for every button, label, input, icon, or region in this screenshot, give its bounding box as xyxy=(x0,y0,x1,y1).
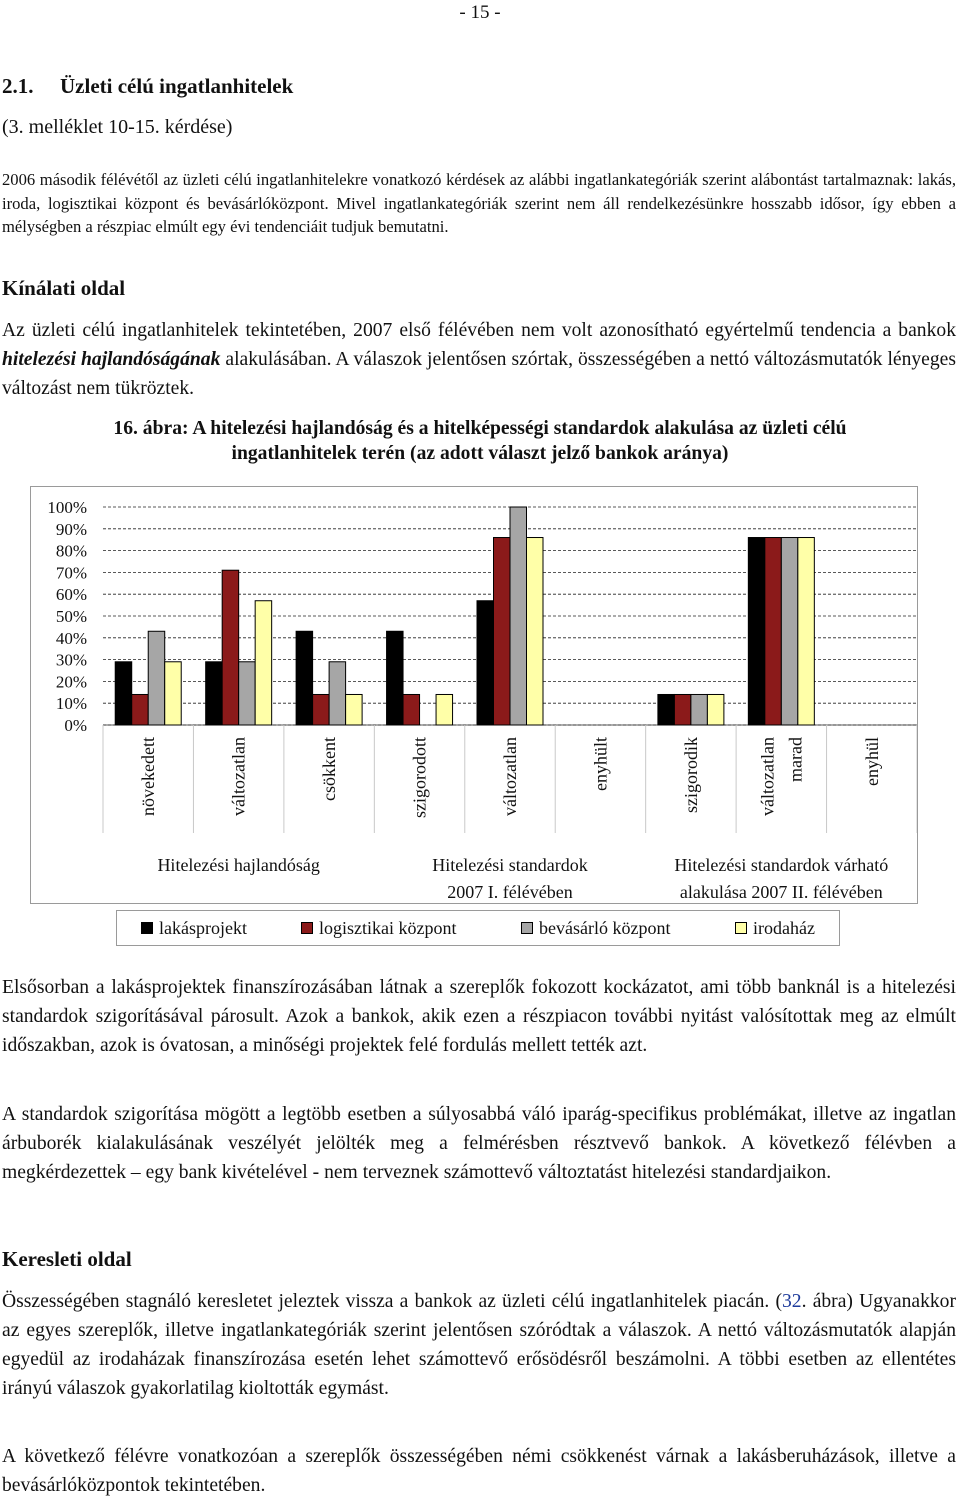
bar-irodaház xyxy=(255,601,272,725)
legend-label: bevásárló központ xyxy=(539,917,671,938)
y-tick-label: 10% xyxy=(55,694,87,714)
x-category-label: változatlan xyxy=(500,737,520,816)
chart-frame xyxy=(30,486,918,904)
demand-text-a: Összességében stagnáló keresletet jeleztek vissza a bankok az üzleti célú ingatlanhitelek piacán. ( xyxy=(2,1291,782,1312)
bar-bevásárló-központ xyxy=(239,662,256,725)
intro-paragraph: 2006 második félévétől az üzleti célú ingatlanhitelekre vonatkozó kérdések az alábbi ingatlankategóriák szerint alábontást tartalmaznak: lakás, iroda, logisztikai központ és bevásárlóközpont. Mivel ingatlankategóriák szerint nem áll rendelkezésünkre hosszabb idősor, így ebben a mélységben a részpiac elmúlt egy évi tendenciáit tudjuk bemutatni. xyxy=(2,170,956,236)
bar-irodaház xyxy=(165,662,182,725)
supply-text-b: alakulásában. A válaszok jelentősen szórtak, összességében a nettó változásmutatók lényeges változást nem tükröztek. xyxy=(2,349,956,399)
bar-logisztikai-központ xyxy=(765,538,782,725)
legend-swatch xyxy=(735,922,747,934)
figure-title xyxy=(0,416,960,466)
section-title xyxy=(2,74,293,99)
supply-text-a: Az üzleti célú ingatlanhitelek tekintetében, 2007 első félévében nem volt azonosítható egyértelmű tendencia a bankok xyxy=(2,320,956,341)
legend-label: lakásprojekt xyxy=(159,917,247,938)
x-category-label: változatlan xyxy=(757,737,778,816)
section-number: 2.1. xyxy=(2,74,34,98)
x-category-label: szigorodott xyxy=(409,737,430,818)
demand-side-heading: Keresleti oldal xyxy=(2,1247,132,1271)
bar-irodaház xyxy=(798,538,815,725)
x-category-label: marad xyxy=(785,737,806,782)
bar-bevásárló-központ xyxy=(148,631,165,725)
bar-lakásprojekt xyxy=(206,662,223,725)
legend-item-logisztikai-kozpont xyxy=(301,911,456,945)
page-number: - 15 - xyxy=(459,2,501,23)
y-tick-label: 100% xyxy=(47,498,87,517)
bar-bevásárló-központ xyxy=(781,538,798,725)
legend-item-irodahaz xyxy=(735,911,815,945)
x-group-label: Hitelezési hajlandóság xyxy=(157,855,320,875)
bar-lakásprojekt xyxy=(115,662,132,725)
x-category-label: enyhült xyxy=(590,737,611,791)
demand-text-b: . ábra) Ugyanakkor az egyes szereplők, illetve ingatlankategóriák szerint jelentősen szóródtak a válaszok. A nettó változásmutatók alapján egyedül az irodaházak finanszírozása esetén lehet számottevő erősödésről beszámolni. A többi esetben az ellentétes irányú válaszok gyakorlatilag kioltották egymást. xyxy=(2,1291,956,1399)
x-category-label: növekedett xyxy=(138,737,159,816)
y-tick-label: 20% xyxy=(55,672,87,692)
chart-legend xyxy=(116,910,840,946)
bar-logisztikai-központ xyxy=(313,694,330,725)
bar-bevásárló-központ xyxy=(510,507,527,725)
legend-label: irodaház xyxy=(753,917,815,938)
bar-lakásprojekt xyxy=(748,538,765,725)
figure-title-line-2: ingatlanhitelek terén (az adott választ jelző bankok aránya) xyxy=(231,443,729,464)
figure-reference-link[interactable]: 32 xyxy=(782,1291,802,1312)
demand-outlook-paragraph: A következő félévre vonatkozóan a szereplők összességében némi csökkenést várnak a lakásberuházások, illetve a bevásárlóközpontok tekintetében. xyxy=(2,1446,956,1496)
bar-lakásprojekt xyxy=(296,631,313,725)
legend-label: logisztikai központ xyxy=(319,917,457,938)
legend-item-bevasarlo-kozpont xyxy=(521,911,670,945)
y-tick-label: 0% xyxy=(64,716,87,735)
bar-bevásárló-központ xyxy=(329,662,346,725)
bar-irodaház xyxy=(436,694,453,725)
x-group-label: Hitelezési standardok várható xyxy=(674,855,889,875)
bar-bevásárló-központ xyxy=(691,694,708,725)
paragraph-risk: Elsősorban a lakásprojektek finanszírozásában látnak a szereplők fokozott kockázatot, ami több banknál is a hitelezési standardok szigorításával párosult. Azok a bankok, akik ezen a részpiacon további nyitást valósítottak meg az elmúlt időszakban, azok is óvatosan, a minőségi projektek felé fordulás mellett tették azt. xyxy=(2,977,956,1056)
bar-lakásprojekt xyxy=(658,694,675,725)
x-category-label: szigorodik xyxy=(680,737,701,813)
y-tick-label: 30% xyxy=(55,650,87,670)
supply-emphasis: hitelezési hajlandóságának xyxy=(2,349,221,370)
demand-side-paragraph xyxy=(2,1287,956,1403)
bar-logisztikai-központ xyxy=(132,694,149,725)
section-subtitle: (3. melléklet 10-15. kérdése) xyxy=(2,116,233,138)
x-category-label: csökkent xyxy=(319,737,340,801)
legend-swatch xyxy=(301,922,313,934)
y-tick-label: 80% xyxy=(55,541,87,561)
x-category-label: enyhül xyxy=(861,737,882,786)
y-tick-label: 50% xyxy=(55,607,87,626)
y-tick-label: 60% xyxy=(55,585,87,605)
bar-lakásprojekt xyxy=(387,631,404,725)
section-title-text: Üzleti célú ingatlanhitelek xyxy=(60,74,294,98)
figure-title-line-1: 16. ábra: A hitelezési hajlandóság és a hitelképességi standardok alakulása az üzleti célú xyxy=(113,418,847,439)
legend-swatch xyxy=(141,922,153,934)
bar-logisztikai-központ xyxy=(494,538,511,725)
bar-chart xyxy=(31,487,917,903)
bar-irodaház xyxy=(707,694,724,725)
legend-swatch xyxy=(521,922,533,934)
bar-logisztikai-központ xyxy=(222,570,239,725)
paragraph-standards: A standardok szigorítása mögött a legtöbb esetben a súlyosabbá váló iparág-specifikus problémákat, illetve az ingatlan árbuborék kialakulásának veszélyét jelölték meg a felmérésben résztvevő bankok. A következő félévben a megkérdezettek – egy bank kivételével - nem terveznek számottevő változtatást hitelezési standardjaikon. xyxy=(2,1104,956,1183)
supply-side-heading: Kínálati oldal xyxy=(2,276,126,300)
supply-side-paragraph xyxy=(2,316,956,403)
y-tick-label: 70% xyxy=(55,563,87,583)
x-category-label: változatlan xyxy=(228,737,249,816)
bar-irodaház xyxy=(346,694,363,725)
bar-irodaház xyxy=(527,538,544,725)
y-tick-label: 40% xyxy=(55,628,87,648)
x-group-label: Hitelezési standardok xyxy=(432,855,588,875)
bar-logisztikai-központ xyxy=(403,694,420,725)
legend-item-lakasprojekt xyxy=(141,911,247,945)
x-group-label: 2007 I. félévében xyxy=(447,882,573,902)
x-group-label: alakulása 2007 II. félévében xyxy=(679,882,883,902)
y-tick-label: 90% xyxy=(55,519,87,539)
bar-logisztikai-központ xyxy=(674,694,691,725)
bar-lakásprojekt xyxy=(477,601,494,725)
